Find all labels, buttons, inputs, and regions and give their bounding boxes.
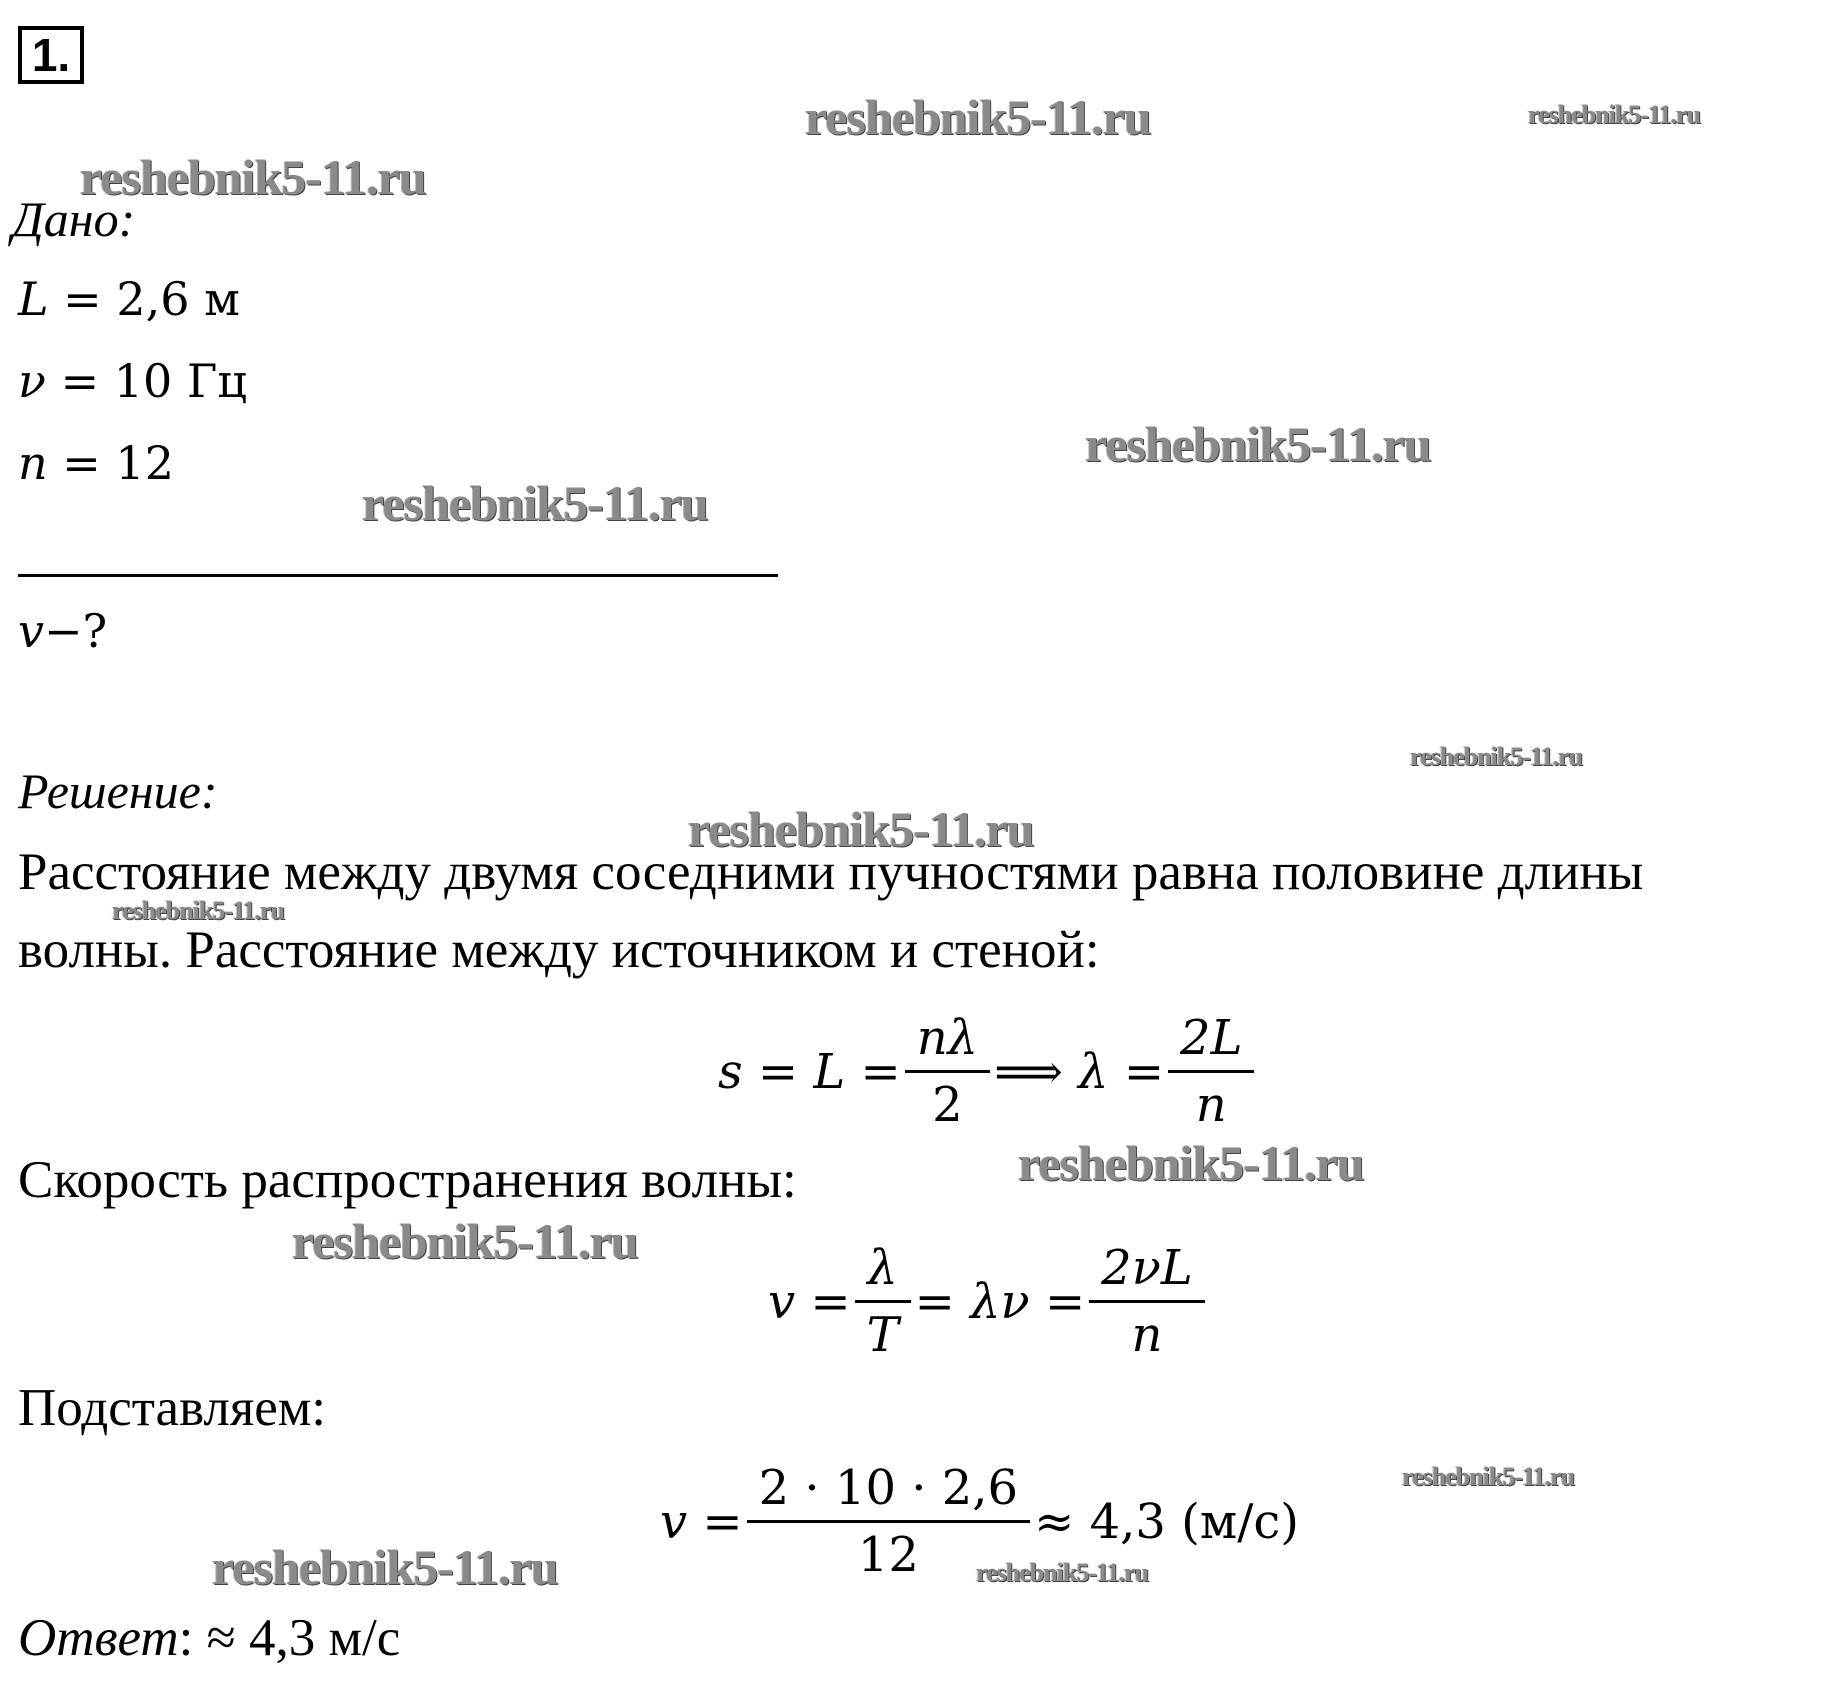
numerator: λ xyxy=(867,1240,898,1296)
value: −? xyxy=(44,604,108,658)
var: n xyxy=(18,436,48,490)
given-item-frequency xyxy=(18,354,247,408)
numerator: 2νL xyxy=(1101,1240,1193,1296)
paragraph-line-2: волны. Расстояние между источником и стеной: xyxy=(18,921,1100,979)
answer-label: Ответ xyxy=(18,1609,179,1667)
value: = 2,6 м xyxy=(63,272,240,326)
substitute-label: Подставляем: xyxy=(18,1379,327,1437)
var: L xyxy=(18,272,49,326)
denominator: n xyxy=(1089,1300,1205,1363)
implies: ⟹ λ = xyxy=(994,1043,1165,1100)
watermark: reshebnik5-11.ru xyxy=(1402,1462,1575,1491)
watermark: reshebnik5-11.ru xyxy=(1410,742,1583,771)
given-heading: Дано: xyxy=(12,191,136,247)
numerator: 2 · 10 · 2,6 xyxy=(758,1460,1019,1516)
numerator: nλ xyxy=(916,1010,979,1066)
watermark: reshebnik5-11.ru xyxy=(1528,100,1701,129)
given-item-length xyxy=(18,272,240,326)
watermark: reshebnik5-11.ru xyxy=(805,89,1151,145)
fraction xyxy=(1174,1010,1248,1133)
watermark: reshebnik5-11.ru xyxy=(976,1558,1149,1587)
var: v xyxy=(18,604,44,658)
formula-mid: = λν = xyxy=(914,1273,1086,1330)
watermark: reshebnik5-11.ru xyxy=(292,1213,638,1269)
fraction xyxy=(911,1010,984,1133)
value: = 10 Гц xyxy=(60,354,247,408)
problem-number: 1. xyxy=(18,26,84,84)
watermark: reshebnik5-11.ru xyxy=(112,896,285,925)
var: ν xyxy=(18,354,46,408)
watermark: reshebnik5-11.ru xyxy=(212,1539,558,1595)
watermark: reshebnik5-11.ru xyxy=(688,801,1034,857)
denominator: T xyxy=(855,1300,911,1363)
speed-label: Скорость распространения волны: xyxy=(18,1151,797,1209)
divider-line xyxy=(18,574,778,577)
paragraph-line-1: Расстояние между двумя соседними пучностями равна половине длины xyxy=(18,843,1644,901)
answer xyxy=(18,1608,400,1668)
given-item-count xyxy=(18,436,174,490)
find-item xyxy=(18,604,107,658)
fraction xyxy=(1095,1240,1199,1363)
formula-lhs: v = xyxy=(768,1273,851,1330)
answer-value: : ≈ 4,3 м/с xyxy=(178,1609,401,1667)
denominator: n xyxy=(1168,1070,1254,1133)
value: = 12 xyxy=(62,436,174,490)
watermark: reshebnik5-11.ru xyxy=(80,149,426,205)
formula-wavelength xyxy=(718,1010,1258,1133)
formula-rhs: ≈ 4,3 (м/с) xyxy=(1034,1493,1300,1550)
fraction xyxy=(861,1240,905,1363)
watermark: reshebnik5-11.ru xyxy=(362,475,708,531)
solution-heading: Решение: xyxy=(18,763,218,819)
formula-lhs: v = xyxy=(660,1493,743,1550)
watermark: reshebnik5-11.ru xyxy=(1018,1135,1364,1191)
denominator: 12 xyxy=(747,1520,1031,1583)
watermark: reshebnik5-11.ru xyxy=(1085,416,1431,472)
formula-speed xyxy=(768,1240,1209,1363)
numerator: 2L xyxy=(1180,1010,1243,1066)
formula-lhs: s = L = xyxy=(718,1043,901,1100)
denominator: 2 xyxy=(905,1070,990,1133)
